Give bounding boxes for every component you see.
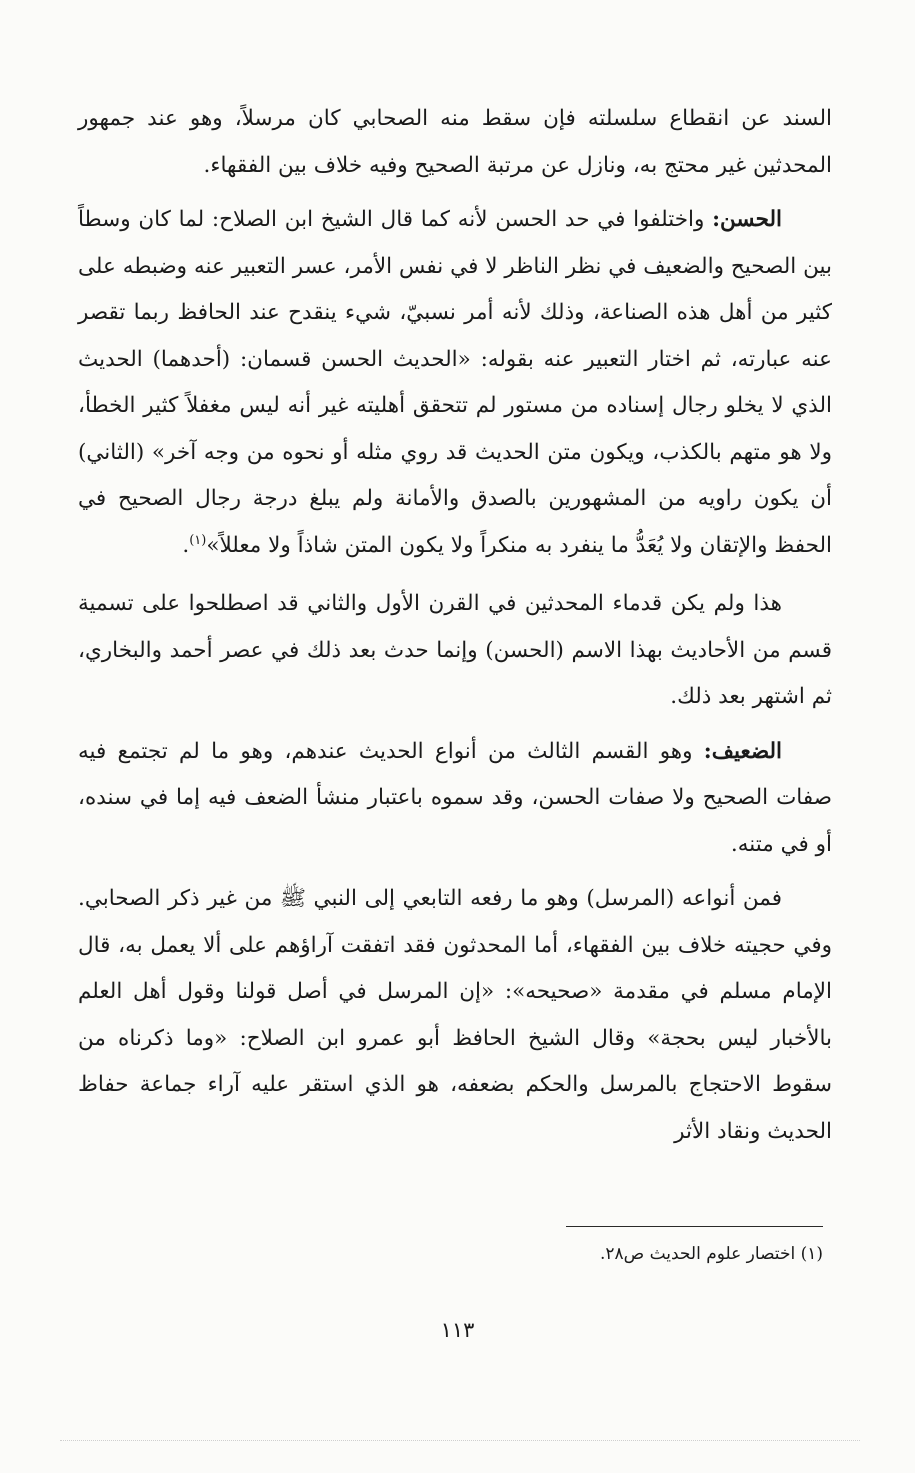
paragraph-hasan-body: واختلفوا في حد الحسن لأنه كما قال الشيخ ابن الصلاح: لما كان وسطاً بين الصحيح والضعيف في نظر الناظر لا في نفس الأمر، عسر التعبير عنه وضبطه على كثير من أهل هذه الصناعة، وذلك لأنه أمر نسبيّ، شيء ينقدح عند الحافظ ربما تقصر عنه عبارته، ثم اختار التعبير عنه بقوله: «الحديث الحسن قسمان: (أحدهما) الحديث الذي لا يخلو رجال إسناده من مستور لم تتحقق أهليته غير أنه ليس مغفلاً كثير الخطأ، ولا هو متهم بالكذب، ويكون متن الحديث قد روي مثله أو نحوه من وجه آخر» (الثاني) أن يكون راويه من المشهورين بالصدق والأمانة ولم يبلغ درجة رجال الصحيح في الحفظ والإتقان ولا يُعَدُّ ما ينفرد به منكراً ولا يكون المتن شاذاً ولا معللاً»	[78, 207, 832, 558]
page-number: ١١٣	[440, 1318, 475, 1342]
paragraph-hasan-end: .	[182, 532, 190, 558]
footnote: (١) اختصار علوم الحديث ص٢٨.	[599, 1244, 823, 1264]
term-hasan: الحسن:	[712, 207, 782, 232]
page-edge-shadow	[60, 1440, 860, 1441]
paragraph-hasan	[78, 197, 832, 569]
paragraph-daif-body: وهو القسم الثالث من أنواع الحديث عندهم، وهو ما لم تجتمع فيه صفات الصحيح ولا صفات الحسن، وقد سموه باعتبار منشأ الضعف فيه إما في سنده، أو في متنه.	[78, 738, 832, 857]
body-text	[78, 96, 832, 1155]
footnote-divider	[566, 1226, 823, 1227]
term-daif: الضعيف:	[703, 738, 782, 764]
paragraph-isnad-continuation: السند عن انقطاع سلسلته فإن سقط منه الصحابي كان مرسلاً، وهو عند جمهور المحدثين غير محتج به، ونازل عن مرتبة الصحيح وفيه خلاف بين الفقهاء.	[78, 106, 832, 178]
paragraph-daif	[78, 729, 832, 869]
paragraph-mursal: فمن أنواعه (المرسل) وهو ما رفعه التابعي إلى النبي ﷺ من غير ذكر الصحابي. وفي حجيته خلاف بين الفقهاء، أما المحدثون فقد اتفقت آراؤهم على ألا يعمل به، قال الإمام مسلم في مقدمة «صحيحه»: «إن المرسل في أصل قولنا وقول أهل العلم بالأخبار ليس بحجة» وقال الشيخ الحافظ أبو عمرو ابن الصلاح: «وما ذكرناه من سقوط الاحتجاج بالمرسل والحكم بضعفه، هو الذي استقر عليه آراء جماعة حفاظ الحديث ونقاد الأثر	[78, 886, 832, 1144]
paragraph-early-scholars: هذا ولم يكن قدماء المحدثين في القرن الأول والثاني قد اصطلحوا على تسمية قسم من الأحاديث بهذا الاسم (الحسن) وإنما حدث بعد ذلك في عصر أحمد والبخاري، ثم اشتهر بعد ذلك.	[78, 591, 832, 709]
footnote-reference[interactable]: (١)	[189, 532, 207, 548]
